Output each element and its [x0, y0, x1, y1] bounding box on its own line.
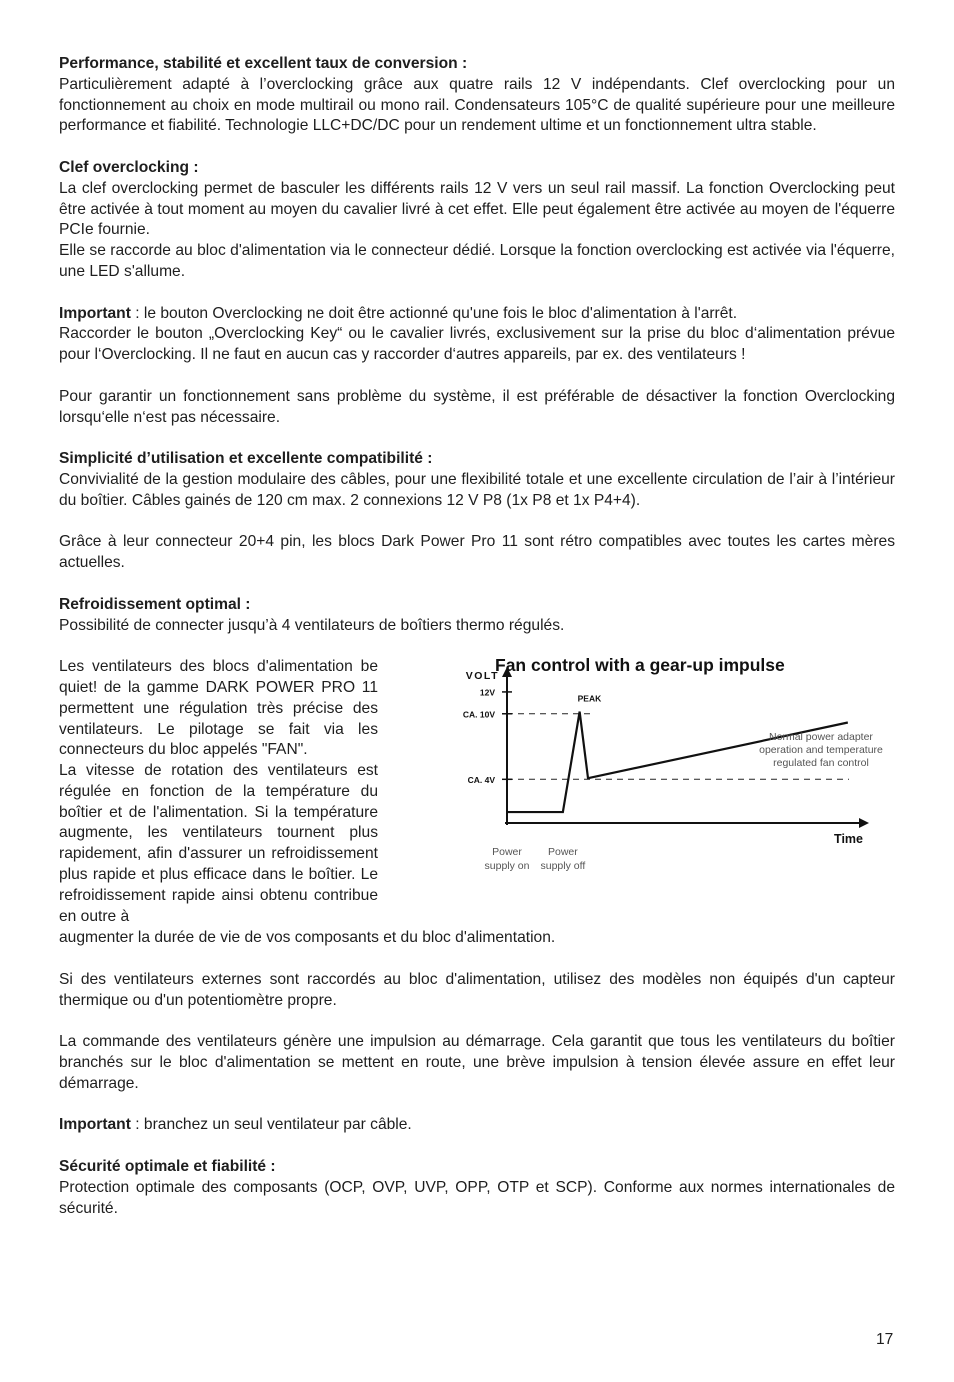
ventilateurs-text-3: augmenter la durée de vie de vos composants et du bloc d'alimentation.: [59, 929, 556, 947]
y-tick-label-10: CA. 10V: [462, 709, 495, 720]
securite-text: Protection optimale des composants (OCP, OVP, UVP, OPP, OTP et SCP). Conforme aux normes internationales de sécurité.: [59, 1178, 895, 1217]
refroidissement-section: [59, 595, 895, 637]
x-tick-label-0-line2: supply on: [484, 860, 530, 873]
chart-title: Fan control with a gear-up impulse: [495, 655, 785, 676]
externes-paragraph: Si des ventilateurs externes sont raccordés au bloc d'alimentation, utilisez des modèles non équipés d'un capteur thermique ou d'un potentiomètre propre.: [59, 970, 895, 1009]
page-number: 17: [876, 1331, 894, 1348]
y-tick-label-12: 12V: [479, 687, 495, 698]
refroidissement-text: Possibilité de connecter jusqu’à 4 ventilateurs de boîtiers thermo régulés.: [59, 616, 565, 634]
performance-heading: Performance, stabilité et excellent taux de conversion :: [59, 55, 468, 72]
securite-heading: Sécurité optimale et fiabilité :: [59, 1158, 276, 1176]
simplicite-section: [59, 449, 895, 511]
x-axis-label: Time: [834, 832, 863, 847]
x-tick-label-1-line2: supply off: [540, 860, 586, 873]
grace-paragraph: Grâce à leur connecteur 20+4 pin, les blocs Dark Power Pro 11 sont rétro compatibles avec toutes les cartes mères actuelles.: [59, 533, 895, 572]
normal-annotation-line3: regulated fan control: [773, 757, 869, 770]
ventilateurs-text: [59, 657, 378, 927]
y-tick-label-4: CA. 4V: [467, 774, 495, 785]
important-text-2: : branchez un seul ventilateur par câble.: [130, 1116, 412, 1134]
peak-annotation: PEAK: [577, 693, 602, 704]
fan-control-chart: [389, 655, 883, 895]
clef-text-2: Elle se raccorde au bloc d'alimentation via le connecteur dédié. Lorsque la fonction overclocking est activée via l'équerre, une LED s'allume.: [59, 242, 895, 280]
document-body: [59, 54, 895, 1219]
ventilateurs-text-1: Les ventilateurs des blocs d'alimentation be quiet! de la gamme DARK POWER PRO 11 permettent une régulation très précise des ventilateurs. Le pilotage se fait via les connecteurs du bloc appelés "FAN".: [59, 658, 378, 759]
clef-heading: Clef overclocking :: [59, 158, 199, 176]
refroidissement-heading: Refroidissement optimal :: [59, 595, 251, 613]
important-text-1a: : le bouton Overclocking ne doit être actionné qu'une fois le bloc d'alimentation à l'arrêt.: [130, 304, 738, 322]
performance-section: [59, 54, 895, 137]
important-label-2: Important: [59, 1116, 131, 1134]
y-axis-label: VOLT: [465, 670, 499, 683]
clef-section: [59, 158, 895, 283]
x-tick-label-1-line1: Power: [547, 846, 578, 859]
performance-text: Particulièrement adapté à l’overclocking grâce aux quatre rails 12 V indépendants. Clef overclocking pour un fonctionnement au choix en mode multirail ou mono rail. Condensateurs 105°C de qualité supérieure pour une meilleure performance et fiabilité. Technologie LLC+DC/DC pour un rendement ultime et un fonctionnement ultra stable.: [59, 75, 895, 135]
chart-svg: [389, 655, 883, 895]
important-section-1: [59, 304, 895, 366]
clef-text-1: La clef overclocking permet de basculer les différents rails 12 V vers un seul rail massif. La fonction Overclocking peut être activée à tout moment au moyen du cavalier livré à cet effet. Elle peut également être activée au moyen de l'équerre PCIe fournie.: [59, 179, 895, 239]
important-label-1: Important: [59, 304, 131, 322]
simplicite-text: Convivialité de la gestion modulaire des câbles, pour une flexibilité totale et une excellente circulation de l’air à l’intérieur du boîtier. Câbles gainés de 120 cm max. 2 connexions 12 V P8 (1x P8 et 1x P4+4).: [59, 470, 895, 509]
ventilateurs-text-2: La vitesse de rotation des ventilateurs est régulée en fonction de la température du boîtier et de l'alimentation. Si la température augmente, les ventilateurs tournent plus rapidement, afin d'assurer un refroidissement plus rapide et plus efficace dans le boîtier. Le refroidissement rapide ainsi obtenu contribue en outre à: [59, 762, 378, 925]
normal-annotation-line1: Normal power adapter: [769, 731, 873, 744]
commande-paragraph: La commande des ventilateurs génère une impulsion au démarrage. Cela garantit que tous les ventilateurs du boîtier branchés sur le bloc d'alimentation se mettent en route, une brève impulsion à tension élevée assure en effet leur démarrage.: [59, 1033, 895, 1092]
simplicite-heading: Simplicité d’utilisation et excellente compatibilité :: [59, 450, 433, 468]
garantir-paragraph: Pour garantir un fonctionnement sans problème du système, il est préférable de désactiver la fonction Overclocking lorsqu‘elle n‘est pas nécessaire.: [59, 387, 895, 426]
securite-section: [59, 1157, 895, 1219]
important-section-2: [59, 1115, 895, 1136]
fan-figure-block: [59, 657, 895, 949]
important-text-1b: Raccorder le bouton „Overclocking Key“ ou le cavalier livrés, exclusivement sur la prise du bloc d‘alimentation prévue pour l‘Overclocking. Il ne faut en aucun cas y raccorder d‘autres appareils, par ex. des ventilateurs !: [59, 325, 895, 364]
x-tick-label-0-line1: Power: [492, 846, 522, 859]
normal-annotation-line2: operation and temperature: [759, 744, 883, 757]
